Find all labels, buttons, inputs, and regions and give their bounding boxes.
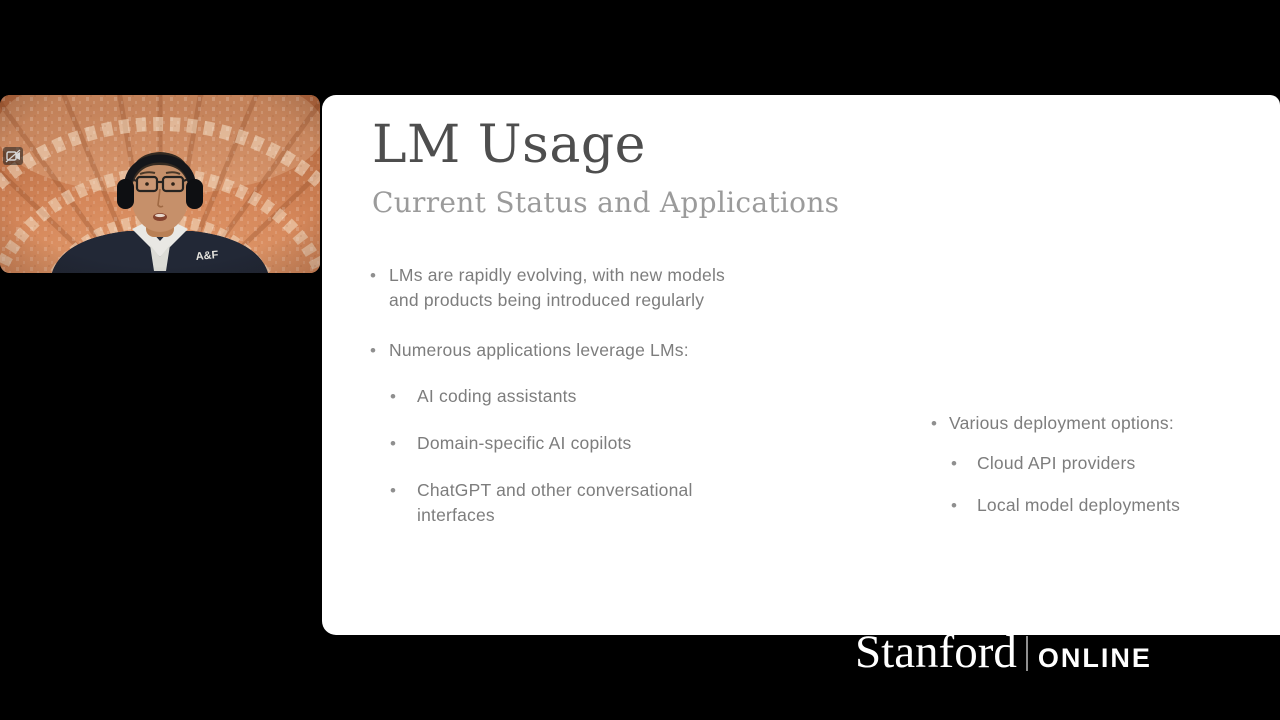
bullet-item	[931, 411, 1261, 436]
stanford-wordmark: Stanford	[855, 626, 1017, 678]
slide-subtitle: Current Status and Applications	[372, 186, 840, 219]
bullet-dot: •	[390, 387, 397, 406]
brand-divider	[1026, 636, 1028, 671]
speaker-figure	[0, 95, 320, 273]
bullet-dot: •	[390, 481, 397, 500]
online-wordmark: ONLINE	[1037, 643, 1152, 673]
bullet-item	[390, 478, 760, 528]
speaker-webcam	[0, 95, 320, 273]
bullet-text: Cloud API providers	[977, 453, 1136, 473]
bullet-dot: •	[951, 496, 958, 515]
bullet-text: LMs are rapidly evolving, with new models and products being introduced regularly	[389, 265, 725, 310]
camera-icon	[3, 147, 23, 165]
bullet-text: Domain-specific AI copilots	[417, 433, 632, 453]
presentation-slide	[322, 95, 1280, 635]
bullet-dot: •	[390, 434, 397, 453]
bullet-text: Local model deployments	[977, 495, 1181, 515]
bullet-dot: •	[370, 266, 377, 285]
bullet-item	[370, 338, 760, 363]
slide-title: LM Usage	[372, 115, 646, 175]
bullet-item	[390, 431, 760, 456]
bullet-item	[951, 451, 1261, 476]
bullet-text: Various deployment options:	[949, 413, 1174, 433]
bullet-item	[390, 384, 760, 409]
bullet-text: AI coding assistants	[417, 386, 577, 406]
bullet-item	[370, 263, 760, 313]
bullet-dot: •	[370, 341, 377, 360]
bullet-text: ChatGPT and other conversational interfaces	[417, 480, 693, 525]
footer-brand	[855, 626, 1152, 689]
bullet-dot: •	[951, 454, 958, 473]
bullet-text: Numerous applications leverage LMs:	[389, 340, 689, 360]
bullet-item	[951, 493, 1261, 518]
bullet-dot: •	[931, 414, 938, 433]
